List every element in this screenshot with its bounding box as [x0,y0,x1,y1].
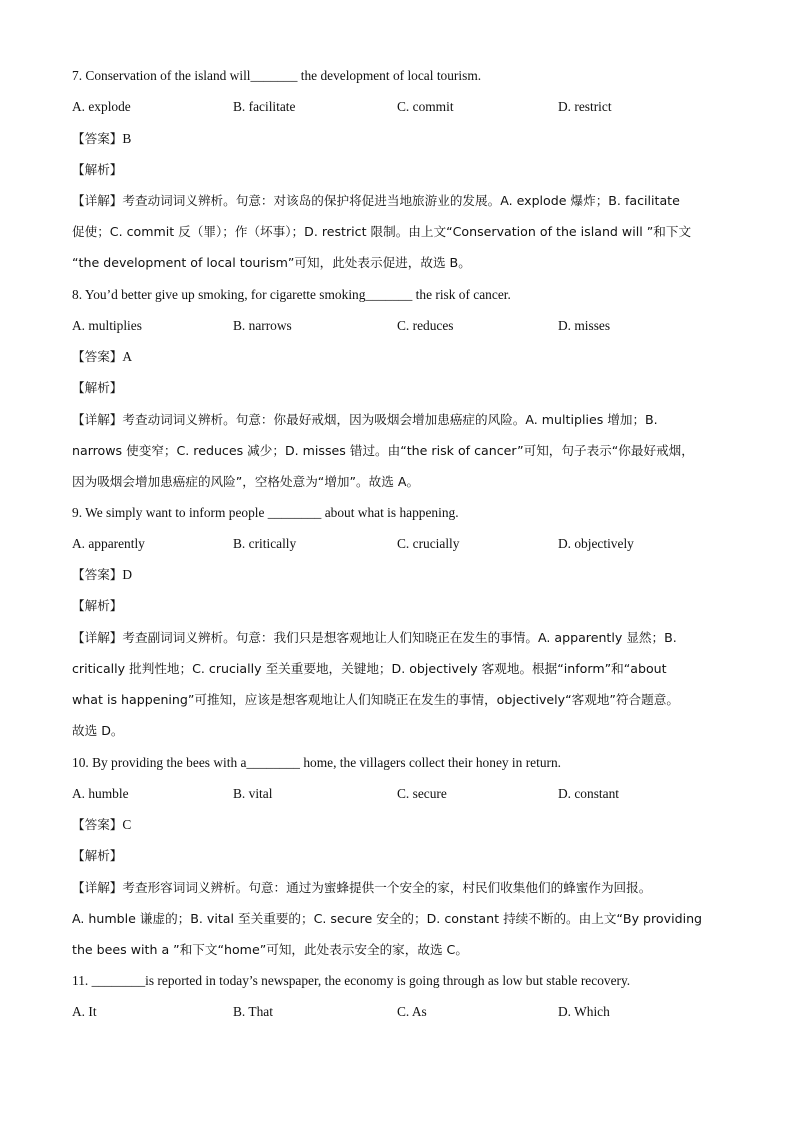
option-b: B. narrows [233,318,292,333]
question-10-detail-line-2: A. humble 谦虚的；B. vital 至关重要的；C. secure 安全的；D. constant 持续不断的。由上文“By providing [72,911,703,926]
option-c: C. commit [397,99,454,114]
option-d: D. misses [558,318,611,333]
question-11-options [72,1002,732,1022]
question-9-detail-line-3: what is happening”可推知，应该是想客观地让人们知晓正在发生的事情，objectively“客观地”符合题意。 [72,692,679,707]
question-8-detail-line-1: 【详解】考查动词词义辨析。句意：你最好戒烟，因为吸烟会增加患癌症的风险。A. multiplies 增加；B. [72,412,658,427]
question-11-stem: 11. ________is reported in today’s newspaper, the economy is going through as low but stable recovery. [72,973,631,988]
option-b: B. That [233,1004,273,1019]
question-7-stem: 7. Conservation of the island will_______ the development of local tourism. [72,68,482,83]
option-c: C. As [397,1004,427,1019]
answer-value: A [122,349,133,364]
question-10-stem: 10. By providing the bees with a________ home, the villagers collect their honey in return. [72,755,562,770]
question-7-detail-line-1: 【详解】考查动词词义辨析。句意：对该岛的保护将促进当地旅游业的发展。A. explode 爆炸；B. facilitate [72,193,680,208]
answer-label: 【答案】 [72,349,123,364]
option-a: A. multiplies [72,318,142,333]
answer-label: 【答案】 [72,131,123,146]
question-7-options [72,97,732,117]
question-10-analysis-label: 【解析】 [72,848,123,863]
option-c: C. reduces [397,318,454,333]
question-7-detail-line-3: “the development of local tourism”可知，此处表示促进，故选 B。 [72,255,471,270]
answer-label: 【答案】 [72,817,123,832]
question-10-detail-line-1: 【详解】考查形容词词义辨析。句意：通过为蜜蜂提供一个安全的家，村民们收集他们的蜂蜜作为回报。 [72,880,652,895]
question-8-stem: 8. You’d better give up smoking, for cigarette smoking_______ the risk of cancer. [72,287,511,302]
option-d: D. constant [558,786,619,801]
answer-value: C [122,817,132,832]
question-8-detail-line-3: 因为吸烟会增加患癌症的风险”，空格处意为“增加”。故选 A。 [72,474,420,489]
answer-label: 【答案】 [72,567,123,582]
question-9-detail-line-1: 【详解】考查副词词义辨析。句意：我们只是想客观地让人们知晓正在发生的事情。A. apparently 显然；B. [72,630,677,645]
question-10-options [72,784,732,804]
question-8-options [72,316,732,336]
option-d: D. Which [558,1004,610,1019]
option-a: A. humble [72,786,129,801]
question-9-stem: 9. We simply want to inform people ________ about what is happening. [72,505,459,520]
question-10-detail-line-3: the bees with a ”和下文“home”可知，此处表示安全的家，故选 C。 [72,942,468,957]
option-c: C. secure [397,786,447,801]
question-7-answer [72,129,131,149]
option-b: B. facilitate [233,99,296,114]
question-9-detail-line-4: 故选 D。 [72,723,124,738]
option-b: B. vital [233,786,273,801]
option-a: A. apparently [72,536,145,551]
question-8-answer [72,347,132,367]
option-d: D. objectively [558,536,634,551]
question-8-analysis-label: 【解析】 [72,380,123,395]
question-7-analysis-label: 【解析】 [72,162,123,177]
question-9-detail-line-2: critically 批判性地；C. crucially 至关重要地，关键地；D. objectively 客观地。根据“inform”和“about [72,661,667,676]
option-a: A. explode [72,99,131,114]
question-9-analysis-label: 【解析】 [72,598,123,613]
question-10-answer [72,815,131,835]
question-8-detail-line-2: narrows 使变窄；C. reduces 减少；D. misses 错过。由“the risk of cancer”可知，句子表示“你最好戒烟， [72,443,694,458]
option-a: A. It [72,1004,97,1019]
option-b: B. critically [233,536,297,551]
answer-value: D [122,567,133,582]
option-c: C. crucially [397,536,460,551]
question-9-options [72,534,732,554]
question-9-answer [72,565,132,585]
answer-value: B [122,131,132,146]
option-d: D. restrict [558,99,612,114]
question-7-detail-line-2: 促使；C. commit 反（罪）；作（坏事）；D. restrict 限制。由上文“Conservation of the island will ”和下文 [72,224,692,239]
